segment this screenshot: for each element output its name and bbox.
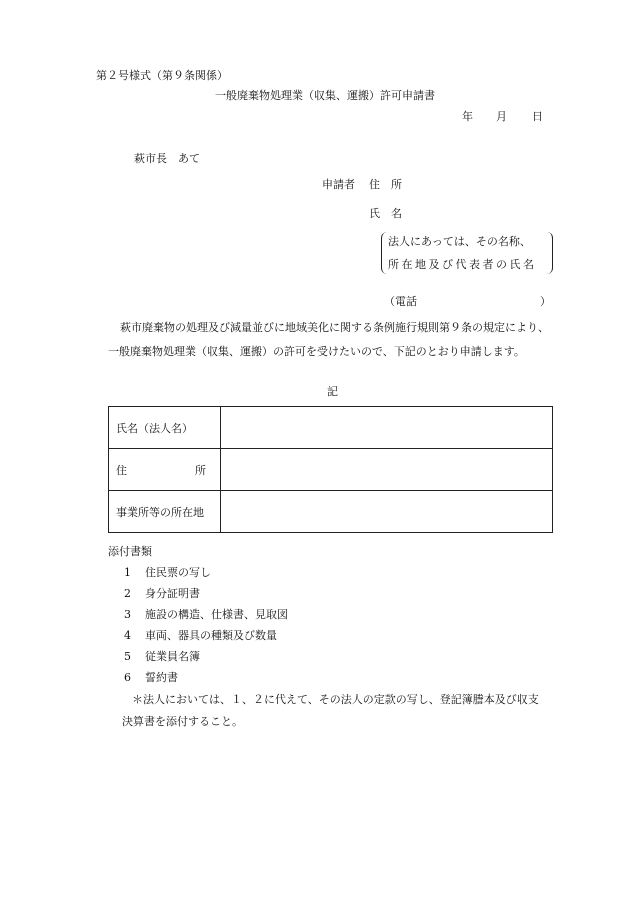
table-value-name[interactable]	[221, 407, 553, 449]
table-label-address-left: 住	[116, 463, 127, 477]
table-row	[109, 407, 553, 449]
name-label: 氏 名	[369, 207, 402, 220]
attachment-item-4: 車両、器具の種類及び数量	[145, 629, 277, 642]
attachment-item-2: 身分証明書	[145, 587, 200, 600]
document-title: 一般廃棄物処理業（収集、運搬）許可申請書	[215, 89, 435, 102]
date-year: 年	[462, 110, 473, 123]
attachment-item-3: 施設の構造、仕様書、見取図	[145, 608, 288, 621]
table-label-name: 氏名（法人名）	[109, 407, 221, 449]
table-row	[109, 449, 553, 491]
ki-heading: 記	[327, 385, 338, 398]
table-value-office[interactable]	[221, 491, 553, 533]
attachment-num-1: 1	[124, 566, 131, 579]
attachment-num-2: 2	[124, 587, 131, 600]
attachment-note-line2: 決算書を添付すること。	[122, 715, 243, 728]
attachment-num-6: 6	[124, 671, 131, 684]
attachment-item-5: 従業員名簿	[145, 650, 200, 663]
corporation-note	[381, 232, 553, 274]
attachment-num-4: 4	[124, 629, 131, 642]
phone-open: （電話	[384, 295, 417, 308]
date-day: 日	[532, 110, 543, 123]
form-number: 第２号様式（第９条関係）	[96, 69, 228, 82]
attachments-heading: 添付書類	[108, 545, 152, 558]
body-text-line2: 一般廃棄物処理業（収集、運搬）の許可を受けたいので、下記のとおり申請します。	[108, 345, 525, 358]
table-label-address	[109, 449, 221, 491]
applicant-label: 申請者	[322, 178, 355, 191]
attachment-item-6: 誓約書	[145, 671, 178, 684]
phone-close: ）	[540, 295, 551, 308]
attachment-num-3: 3	[124, 608, 131, 621]
corporation-note-line2: 所在地及び代表者の氏名	[388, 258, 537, 271]
table-label-address-right: 所	[195, 463, 206, 477]
date-month: 月	[496, 110, 507, 123]
applicant-info-table	[108, 406, 553, 533]
attachment-num-5: 5	[124, 650, 131, 663]
addressee: 萩市長 あて	[134, 152, 200, 165]
attachment-item-1: 住民票の写し	[145, 566, 211, 579]
table-value-address[interactable]	[221, 449, 553, 491]
body-text-line1: 萩市廃棄物の処理及び減量並びに地域美化に関する条例施行規則第９条の規定により、	[120, 321, 549, 334]
attachment-note-line1: ＊法人においては、１、２に代えて、その法人の定款の写し、登記簿謄本及び収支	[132, 693, 539, 706]
table-row	[109, 491, 553, 533]
address-label: 住 所	[369, 178, 402, 191]
corporation-note-line1: 法人にあっては、その名称、	[388, 235, 531, 248]
table-label-office: 事業所等の所在地	[109, 491, 221, 533]
